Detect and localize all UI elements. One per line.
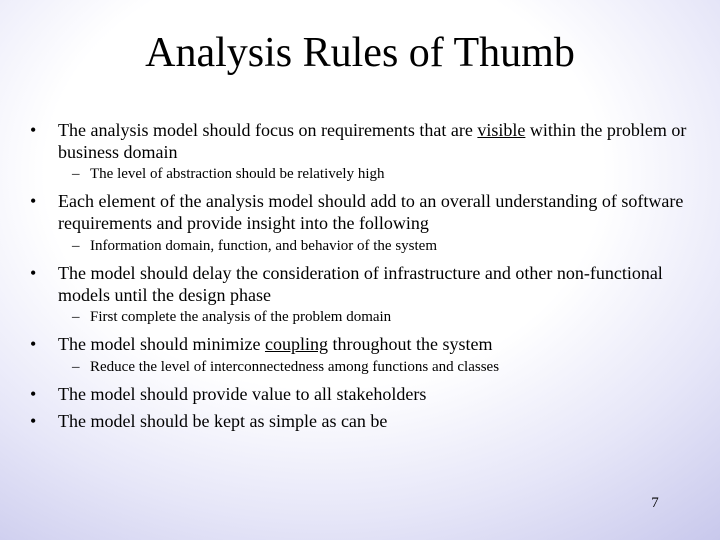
bullet-marker: • bbox=[30, 334, 37, 354]
bullet-marker: • bbox=[30, 191, 37, 211]
sub-bullet-item bbox=[72, 308, 692, 327]
bullet-item bbox=[30, 262, 690, 306]
bullet-item bbox=[30, 410, 690, 432]
sub-bullet-item bbox=[72, 358, 692, 377]
sub-bullet-text: Information domain, function, and behavior of the system bbox=[90, 238, 437, 254]
sub-bullet-text: The level of abstraction should be relatively high bbox=[90, 166, 385, 182]
bullet-marker: • bbox=[30, 263, 37, 283]
bullet-text: Each element of the analysis model should add to an overall understanding of software requirements and provide insight into the following bbox=[58, 191, 684, 233]
bullet-text bbox=[58, 333, 690, 355]
underlined-term: coupling bbox=[264, 334, 328, 354]
sub-bullet-text: First complete the analysis of the problem domain bbox=[90, 309, 392, 325]
dash-marker: – bbox=[72, 309, 80, 325]
bullet-item bbox=[30, 383, 690, 405]
bullet-item bbox=[30, 119, 690, 163]
bullet-item bbox=[30, 333, 690, 355]
bullet-text: The model should delay the consideration of infrastructure and other non-functional models until the design phase bbox=[58, 263, 663, 305]
sub-bullet-text: Reduce the level of interconnectedness among functions and classes bbox=[90, 359, 500, 375]
bullet-item bbox=[30, 190, 690, 234]
bullet-marker: • bbox=[30, 120, 37, 140]
bullet-text bbox=[58, 119, 690, 163]
dash-marker: – bbox=[72, 166, 80, 182]
bullet-text-part: throughout the system bbox=[327, 334, 493, 354]
dash-marker: – bbox=[72, 359, 80, 375]
bullet-text-part: The analysis model should focus on requirements that are bbox=[58, 120, 478, 140]
underlined-term: visible bbox=[477, 120, 526, 140]
bullet-text-part: The model should minimize bbox=[58, 334, 265, 354]
bullet-marker: • bbox=[30, 384, 37, 404]
sub-bullet-item bbox=[72, 237, 692, 256]
page-number: 7 bbox=[651, 495, 659, 511]
bullet-marker: • bbox=[30, 411, 37, 431]
slide-title: Analysis Rules of Thumb bbox=[145, 30, 575, 76]
sub-bullet-item bbox=[72, 165, 692, 184]
dash-marker: – bbox=[72, 238, 80, 254]
bullet-text: The model should provide value to all stakeholders bbox=[58, 384, 427, 404]
bullet-text-part: within the problem or business domain bbox=[58, 120, 687, 162]
bullet-text: The model should be kept as simple as can be bbox=[58, 411, 388, 431]
